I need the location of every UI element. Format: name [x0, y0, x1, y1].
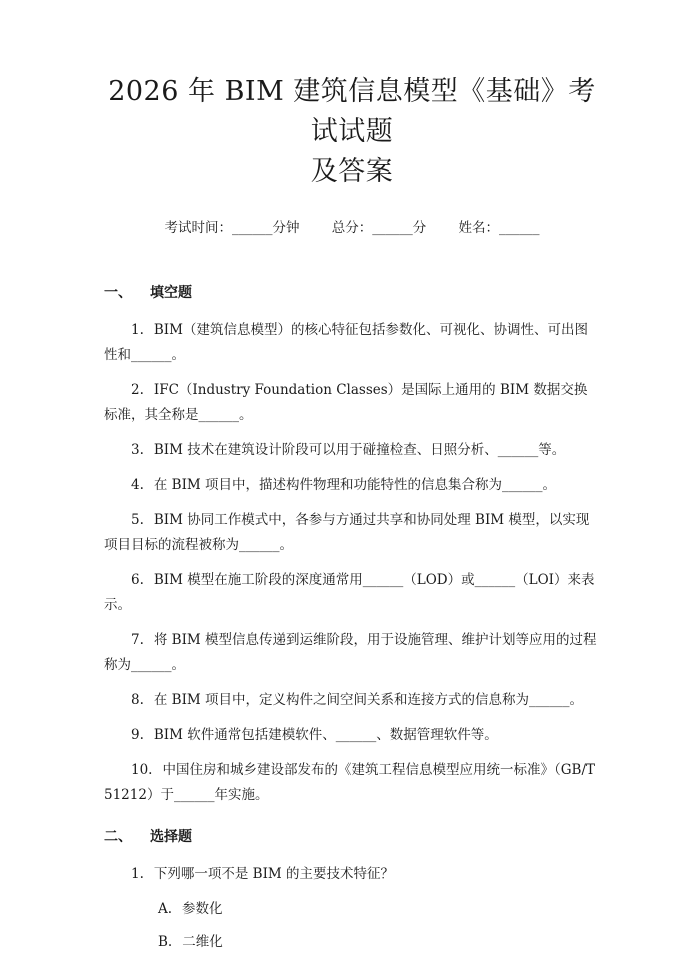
question-number: 4.: [131, 477, 144, 493]
question-number: 10.: [131, 762, 153, 778]
question-item: [104, 723, 600, 748]
question-text: 将 BIM 模型信息传递到运维阶段，用于设施管理、维护计划等应用的过程称为______。: [104, 632, 597, 673]
option-text: 二维化: [182, 934, 223, 950]
title-line-1: 2026 年 BIM 建筑信息模型《基础》考试试题: [108, 76, 596, 147]
question-text: BIM（建筑信息模型）的核心特征包括参数化、可视化、协调性、可出图性和______。: [104, 322, 588, 363]
page-title: [104, 72, 600, 192]
question-number: 7.: [131, 632, 144, 648]
answer-option: [158, 897, 600, 922]
title-line-2: 及答案: [310, 156, 394, 187]
option-letter: A.: [158, 901, 173, 917]
question-number: 8.: [131, 692, 144, 708]
exam-time: 考试时间：______分钟: [164, 220, 300, 236]
question-number: 6.: [131, 572, 144, 588]
option-text: 参数化: [182, 901, 223, 917]
exam-score: 总分：______分: [331, 220, 427, 236]
question-text: BIM 协同工作模式中，各参与方通过共享和协同处理 BIM 模型，以实现项目目标的流程被称为______。: [104, 512, 590, 553]
question-item: [104, 758, 600, 808]
question-text: BIM 模型在施工阶段的深度通常用______（LOD）或______（LOI）来表示。: [104, 572, 595, 613]
question-text: 在 BIM 项目中，定义构件之间空间关系和连接方式的信息称为______。: [153, 692, 584, 708]
question-item: [104, 862, 600, 887]
question-item: [104, 378, 600, 428]
section-label: 选择题: [150, 829, 192, 845]
section-heading-multiple-choice: [104, 826, 600, 846]
question-item: [104, 438, 600, 463]
question-text: BIM 软件通常包括建模软件、______、数据管理软件等。: [153, 727, 498, 743]
exam-meta: [104, 216, 600, 236]
question-number: 1.: [131, 866, 144, 882]
question-number: 2.: [131, 382, 144, 398]
question-item: [104, 568, 600, 618]
section-label: 填空题: [150, 285, 192, 301]
question-item: [104, 688, 600, 713]
question-item: [104, 508, 600, 558]
section-number: 二、: [104, 829, 132, 845]
section-heading-fill-blank: [104, 282, 600, 302]
question-number: 5.: [131, 512, 144, 528]
option-letter: B.: [158, 934, 173, 950]
question-text: 在 BIM 项目中，描述构件物理和功能特性的信息集合称为______。: [153, 477, 557, 493]
question-item: [104, 473, 600, 498]
question-item: [104, 318, 600, 368]
question-text: BIM 技术在建筑设计阶段可以用于碰撞检查、日照分析、______等。: [153, 442, 566, 458]
question-item: [104, 628, 600, 678]
answer-option: [158, 930, 600, 955]
question-number: 3.: [131, 442, 144, 458]
question-text: 下列哪一项不是 BIM 的主要技术特征？: [153, 866, 395, 882]
question-number: 1.: [131, 322, 144, 338]
section-number: 一、: [104, 285, 132, 301]
question-text: IFC（Industry Foundation Classes）是国际上通用的 BIM 数据交换标准，其全称是______。: [104, 382, 588, 423]
exam-name: 姓名：______: [458, 220, 540, 236]
question-text: 中国住房和城乡建设部发布的《建筑工程信息模型应用统一标准》（GB/T 51212）于______年实施。: [104, 762, 595, 803]
question-number: 9.: [131, 727, 144, 743]
